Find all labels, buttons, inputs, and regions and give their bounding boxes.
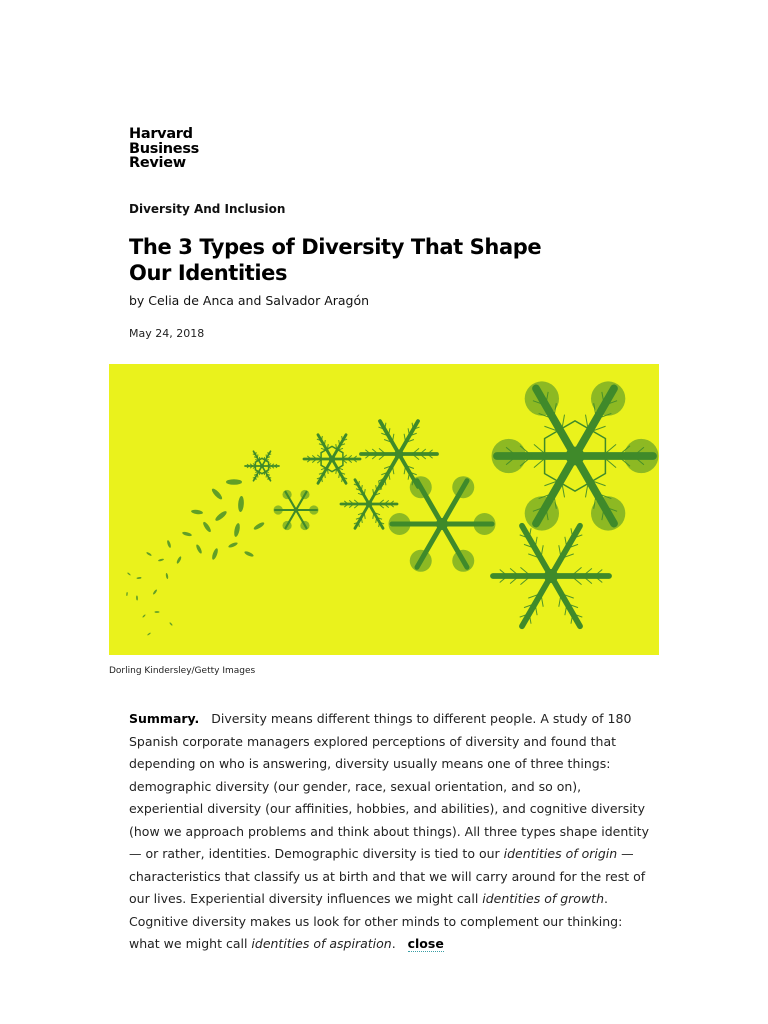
summary-block [129,708,649,956]
snow-fragment [146,552,152,557]
snow-fragment [210,487,223,501]
snow-fragment [158,558,164,562]
hbr-logo[interactable] [129,127,199,171]
snow-fragment [142,614,146,618]
snowflake [341,480,397,528]
snow-fragment [202,521,212,533]
summary-text: Diversity means different things to different people. A study of 180 Spanish corporate managers explored perceptions of diversity and found that depending on who is answering, diversity usually means one of three things: demographic diversity (our gender, race, sexual orientation, and so on), experiential diversity (our affinities, hobbies, and abilities), and cognitive diversity (how we approach problems and think about things). All three types shape identity — or rather, identities. Demographic diversity is tied to our [129,711,649,861]
logo-line: Review [129,155,186,171]
logo-line: Business [129,140,199,157]
summary-text: . Cognitive diversity makes us look for other minds to complement our thinking: what we might call [129,891,623,951]
snow-fragment [253,521,265,531]
summary-label: Summary. [129,711,200,726]
logo-line: Harvard [129,126,193,142]
snow-fragment [169,622,173,626]
snow-fragment [228,541,239,548]
summary-text: . [391,936,396,951]
close-summary-link[interactable]: close [407,936,444,951]
snow-fragment [191,509,203,515]
summary-emphasis: identities of aspiration [251,936,392,951]
snow-fragment [154,611,159,613]
snowflake [493,526,609,626]
image-credit: Dorling Kindersley/Getty Images [109,666,256,676]
snow-fragment [233,523,241,538]
byline: by Celia de Anca and Salvador Aragón [129,293,370,308]
snowflakes-illustration [109,364,659,655]
snow-fragment [127,572,131,576]
snow-fragment [126,592,128,596]
topic-link[interactable]: Diversity And Inclusion [129,202,286,216]
snow-fragment [211,548,219,561]
snowflake [274,490,319,530]
snow-fragment [195,544,203,554]
summary-emphasis: identities of origin [503,846,618,861]
snow-fragment [238,496,245,512]
snow-fragment [147,632,151,636]
hero-image [109,364,659,655]
snow-fragment [226,479,242,485]
snow-fragment [182,531,193,537]
snowflake [389,476,496,572]
snow-fragment [176,556,182,564]
snow-fragment [214,510,228,523]
snow-fragment [136,577,141,579]
snow-fragment [244,550,255,557]
snowflake [304,435,360,483]
snow-fragment [166,540,171,548]
snowflake [361,421,437,487]
summary-text: — characteristics that classify us at birth and that we will carry around for the rest of our lives. Experiential diversity influences we might call [129,846,646,906]
article-title: The 3 Types of Diversity That Shape Our Identities [129,235,542,285]
snow-fragment [136,595,138,600]
snow-fragment [152,589,157,595]
snowflake [245,451,279,480]
snowflake [492,381,659,530]
publish-date: May 24, 2018 [129,327,205,340]
summary-emphasis: identities of growth [482,891,605,906]
snow-fragment [165,573,168,579]
